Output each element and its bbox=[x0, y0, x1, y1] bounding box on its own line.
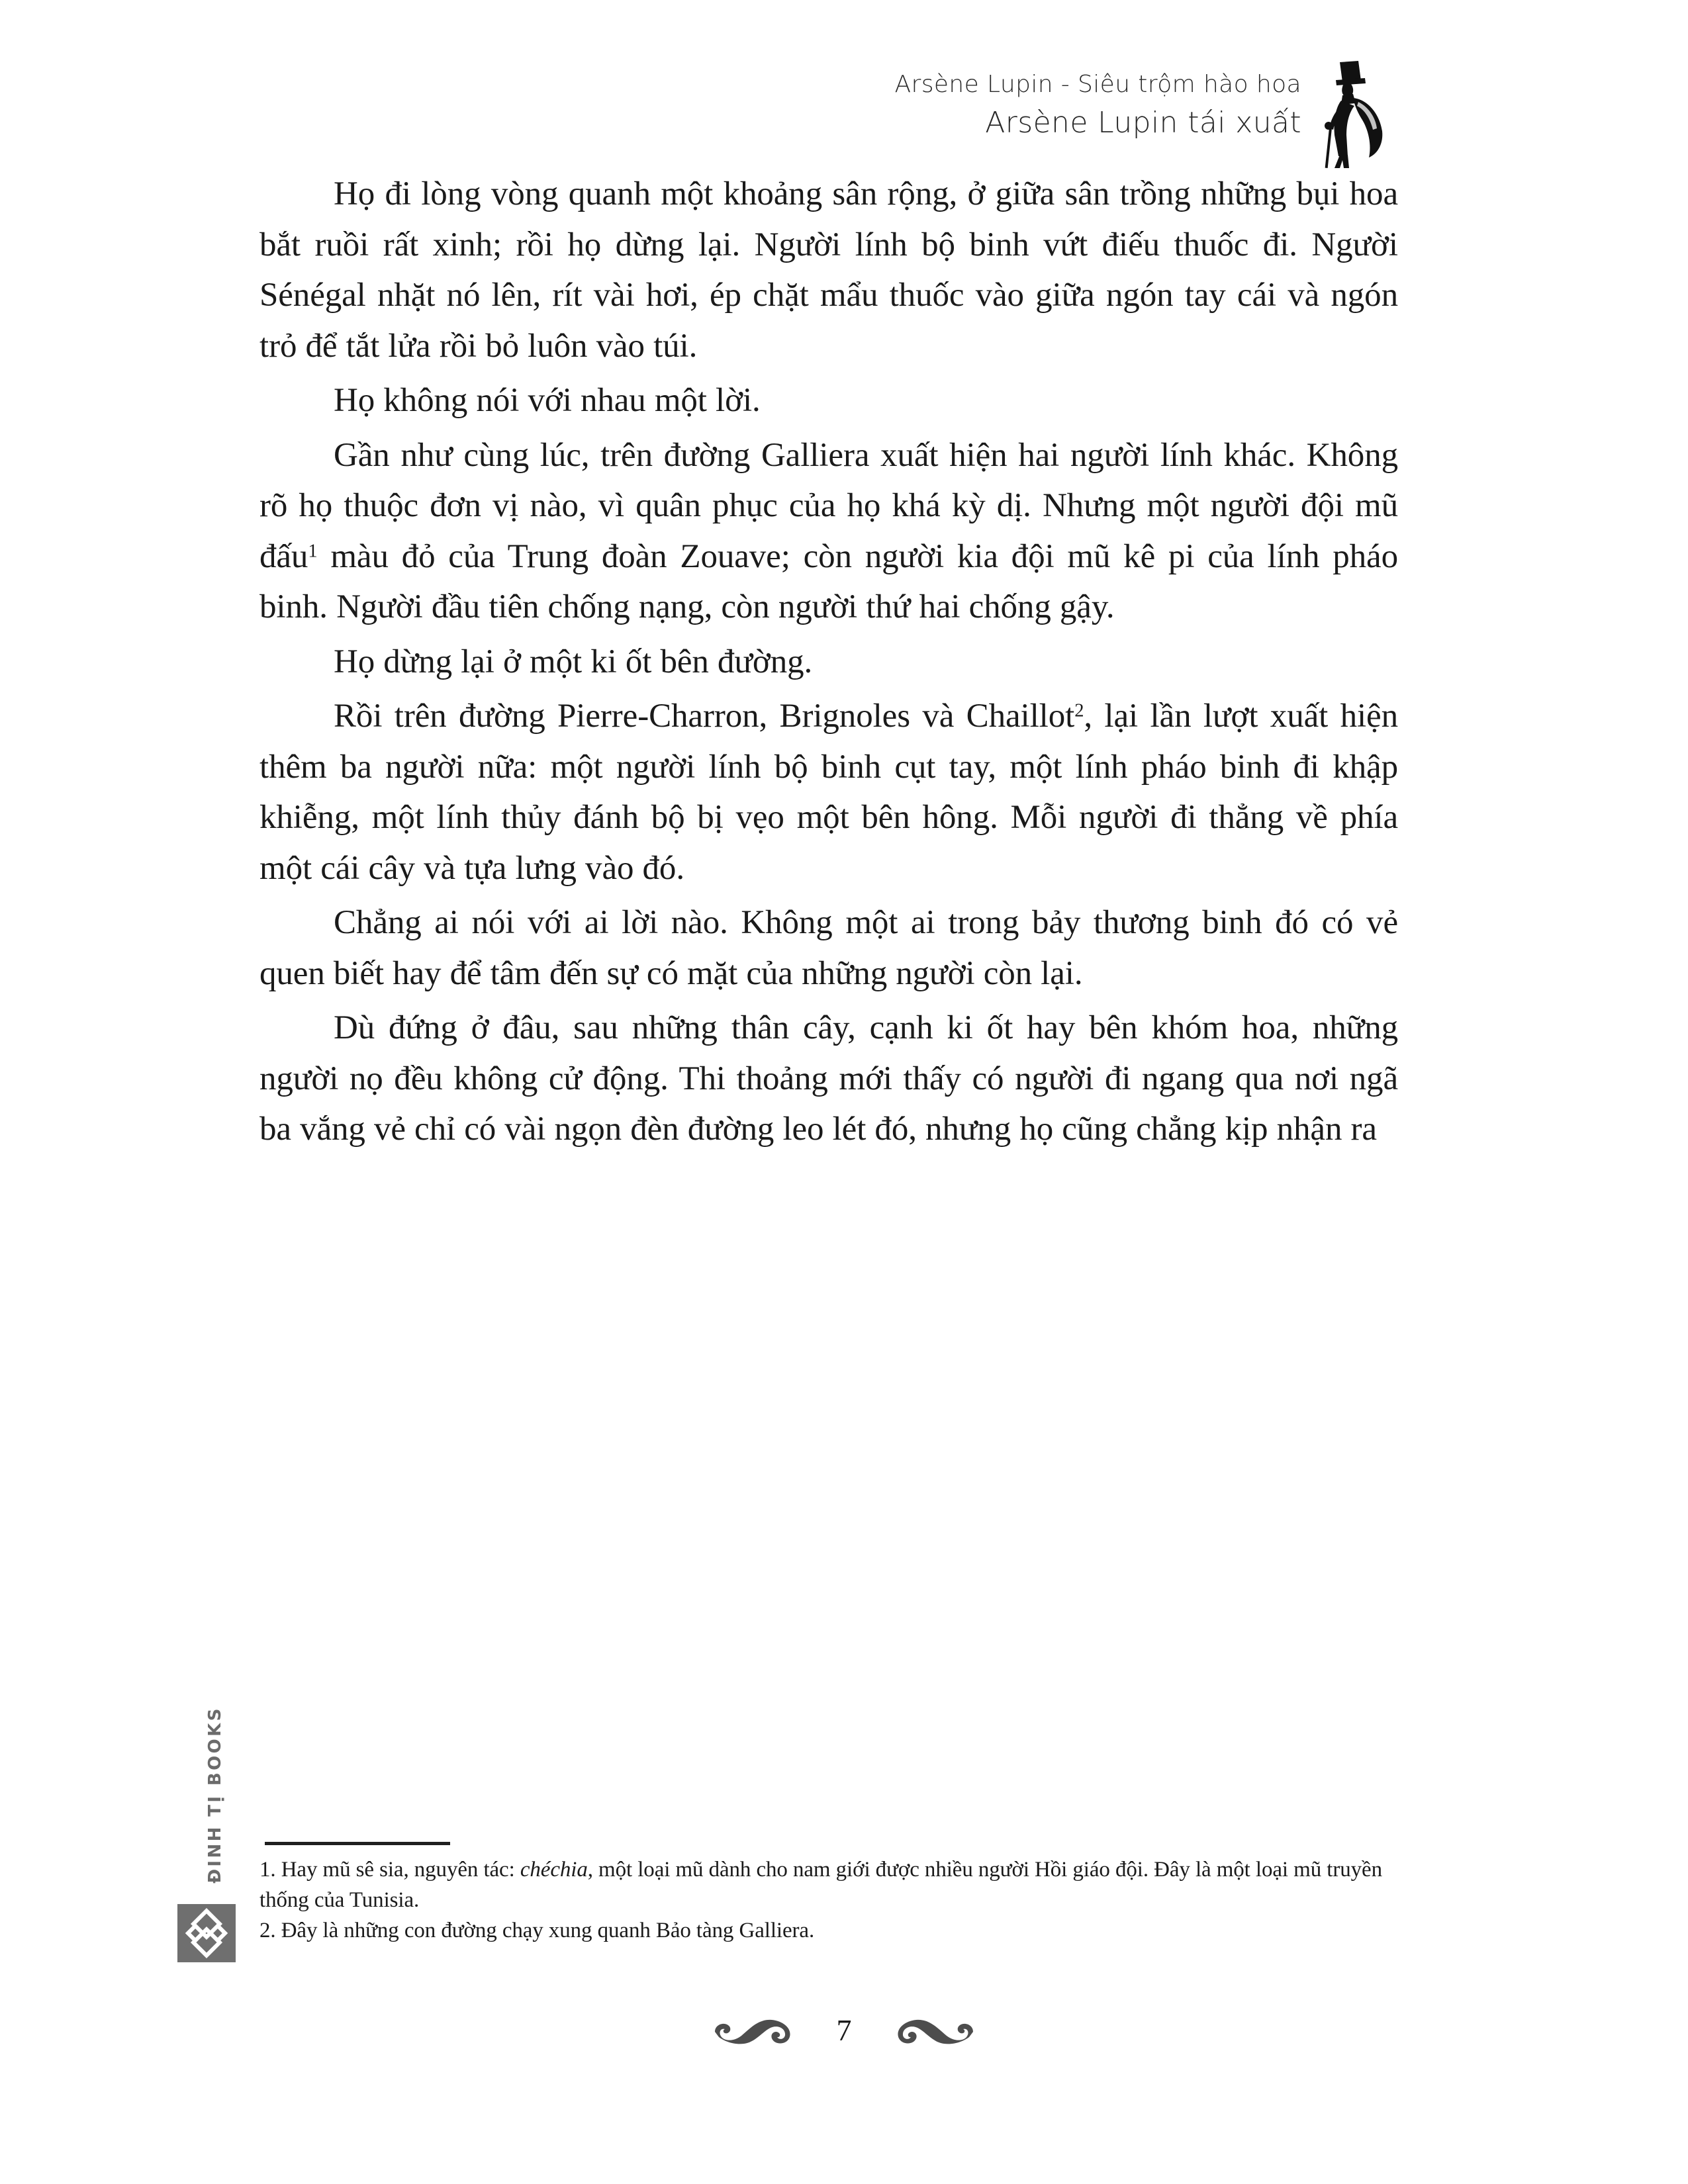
lupin-silhouette-icon bbox=[1311, 57, 1390, 163]
footnote-2: 2. Đây là những con đường chạy xung quanh Bảo tàng Galliera. bbox=[259, 1919, 815, 1943]
paragraph-4: Họ dừng lại ở một ki ốt bên đường. bbox=[334, 643, 813, 680]
series-title: Arsène Lupin - Siêu trộm hào hoa bbox=[894, 71, 1301, 98]
dinh-ti-diamond-logo-icon bbox=[177, 1904, 236, 1962]
footnote-1-italic-term: chéchia bbox=[520, 1858, 588, 1882]
footnotes-block bbox=[259, 1842, 1398, 1946]
page-number: 7 bbox=[836, 2013, 852, 2047]
footnote-marker-1[interactable]: 1 bbox=[308, 540, 318, 561]
header-titles bbox=[895, 66, 1311, 142]
footnote-separator-rule bbox=[265, 1842, 450, 1845]
paragraph-6: Chẳng ai nói với ai lời nào. Không một ai trong bảy thương binh đó có vẻ quen biết hay để tâm đến sự có mặt của những người còn lại. bbox=[259, 904, 1398, 992]
paragraph-1: Họ đi lòng vòng quanh một khoảng sân rộng, ở giữa sân trồng những bụi hoa bắt ruồi rất xinh; rồi họ dừng lại. Người lính bộ binh vứt điếu thuốc đi. Người Sénégal nhặt nó lên, rít vài hơi, ép chặt mẩu thuốc vào giữa ngón tay cái và ngón trỏ để tắt lửa rồi bỏ luôn vào túi. bbox=[259, 175, 1398, 365]
flourish-ornament-icon-right bbox=[891, 2012, 977, 2049]
paragraph-3-text: Gần như cùng lúc, trên đường Galliera xuất hiện hai người lính khác. Không rõ họ thuộc đơn vị nào, vì quân phục của họ khá kỳ dị. Nhưng một người đội mũ đấu bbox=[259, 436, 1398, 575]
running-header bbox=[0, 66, 1390, 163]
footnote-marker-2[interactable]: 2 bbox=[1074, 700, 1084, 721]
footnote-1-suffix: , một loại mũ dành cho nam giới được nhiều người Hồi giáo đội. Đây là một loại mũ truyền thống của Tunisia. bbox=[259, 1858, 1382, 1913]
publisher-name: ĐINH TỊ BOOKS bbox=[205, 1706, 225, 1884]
publisher-imprint bbox=[177, 1706, 250, 1989]
footnote-1-prefix: 1. Hay mũ sê sia, nguyên tác: bbox=[259, 1858, 520, 1882]
body-text-column bbox=[259, 169, 1398, 1155]
footnote-1 bbox=[259, 1854, 1398, 1915]
paragraph-3-rest: màu đỏ của Trung đoàn Zouave; còn người kia đội mũ kê pi của lính pháo binh. Người đầu tiên chống nạng, còn người thứ hai chống gậy. bbox=[259, 537, 1398, 625]
paragraph-2: Họ không nói với nhau một lời. bbox=[334, 382, 761, 419]
paragraph-3 bbox=[259, 430, 1398, 633]
paragraph-5-text: Rồi trên đường Pierre-Charron, Brignoles và Chaillot bbox=[334, 698, 1075, 735]
paragraph-5 bbox=[259, 691, 1398, 893]
page-footer bbox=[0, 2012, 1688, 2049]
flourish-ornament-icon-left bbox=[711, 2012, 797, 2049]
paragraph-5-rest: , lại lần lượt xuất hiện thêm ba người nữa: một người lính bộ binh cụt tay, một lính pháo binh đi khập khiễng, một lính thủy đánh bộ bị vẹo một bên hông. Mỗi người đi thẳng về phía một cái cây và tựa lưng vào đó. bbox=[259, 698, 1398, 887]
book-title: Arsène Lupin tái xuất bbox=[985, 105, 1301, 140]
paragraph-7: Dù đứng ở đâu, sau những thân cây, cạnh ki ốt hay bên khóm hoa, những người nọ đều không cử động. Thi thoảng mới thấy có người đi ngang qua nơi ngã ba vắng vẻ chỉ có vài ngọn đèn đường leo lét đó, nhưng họ cũng chẳng kịp nhận ra bbox=[259, 1009, 1398, 1148]
